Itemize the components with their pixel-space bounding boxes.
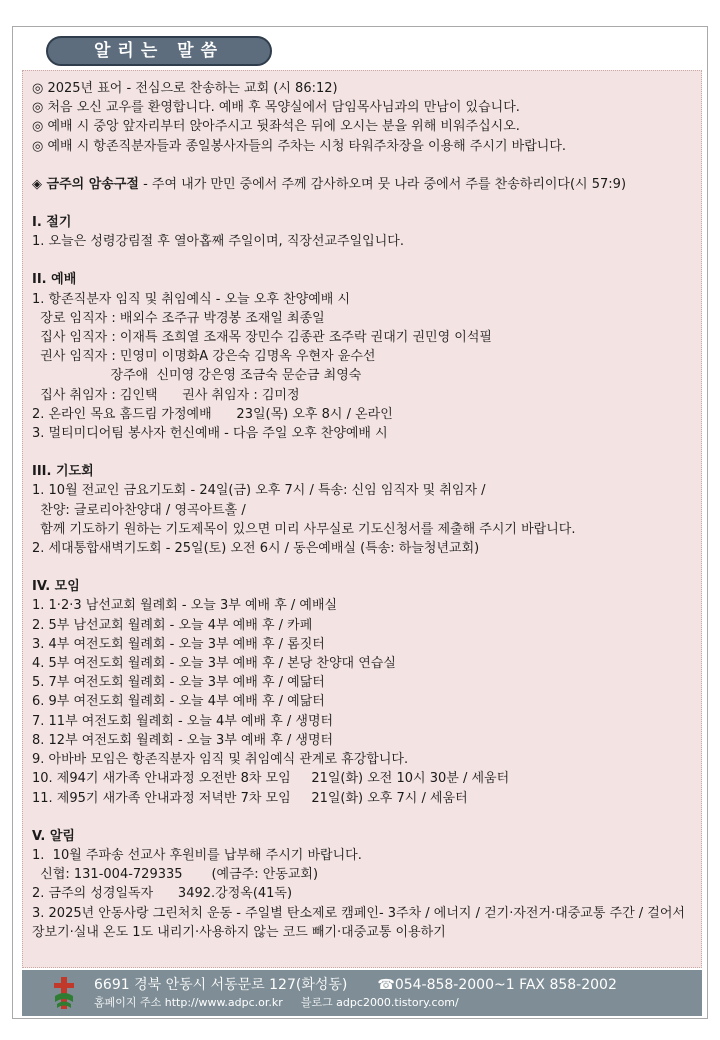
list-item: 장로 임직자 : 배외수 조주규 박경봉 조재일 최종일 (32, 310, 325, 326)
list-item: 3. 4부 여전도회 월례회 - 오늘 3부 예배 후 / 롬짓터 (32, 636, 325, 652)
list-item: 3. 2025년 안동사랑 그린처치 운동 - 주일별 탄소제로 캠페인- 3주차 / 에너지 / 걷기·자전거·대중교통 주간 / 걸어서 장보기·실내 온도 1도 내리기·사용하지 않는 코드 빼기·대중교통 이용하기 (32, 905, 685, 940)
list-item: 1. 오늘은 성령강림절 후 열아홉째 주일이며, 직장선교주일입니다. (32, 234, 404, 250)
section-heading-worship: II. 예배 (32, 272, 77, 288)
memory-verse (32, 175, 693, 194)
list-item: 신협: 131-004-729335 (예금주: 안동교회) (32, 867, 319, 883)
list-item: 9. 아바바 모임은 항존직분자 임직 및 취임예식 관계로 휴강합니다. (32, 752, 409, 768)
footer (22, 970, 702, 1016)
memory-verse-label: ◈ 금주의 암송구절 (32, 176, 139, 192)
intro-line: ◎ 예배 시 중앙 앞자리부터 앉아주시고 뒷좌석은 뒤에 오시는 분을 위해 비워주십시오. (32, 119, 520, 135)
list-item: 3. 멀티미디어팀 봉사자 헌신예배 - 다음 주일 오후 찬양예배 시 (32, 426, 388, 442)
section-heading-prayer: III. 기도회 (32, 464, 94, 480)
church-logo-icon (52, 976, 76, 1010)
list-item: 5. 7부 여전도회 월례회 - 오늘 3부 예배 후 / 예닮터 (32, 675, 325, 691)
homepage-link[interactable]: 홈페이지 주소 http://www.adpc.or.kr (94, 996, 283, 1009)
footer-address: 6691 경북 안동시 서동문로 127(화성동) (94, 977, 348, 993)
intro-line: ◎ 처음 오신 교우를 환영합니다. 예배 후 목양실에서 담임목사님과의 만남이 있습니다. (32, 100, 520, 116)
list-item: 2. 5부 남선교회 월례회 - 오늘 4부 예배 후 / 카페 (32, 617, 313, 633)
list-item: 2. 세대통합새벽기도회 - 25일(토) 오전 6시 / 동은예배실 (특송: 하늘청년교회) (32, 541, 480, 557)
list-item: 집사 취임자 : 김인택 권사 취임자 : 김미정 (32, 387, 300, 403)
footer-contact (94, 976, 617, 994)
footer-links (94, 996, 459, 1010)
list-item: 1. 1·2·3 남선교회 월례회 - 오늘 3부 예배 후 / 예배실 (32, 598, 338, 614)
list-item: 함께 기도하기 원하는 기도제목이 있으면 미리 사무실로 기도신청서를 제출해 주시기 바랍니다. (32, 521, 576, 537)
list-item: 2. 금주의 성경일독자 3492.강정옥(41독) (32, 886, 293, 902)
list-item: 권사 임직자 : 민영미 이명화A 강은숙 김명옥 우현자 윤수선 (32, 349, 376, 365)
list-item: 4. 5부 여전도회 월례회 - 오늘 3부 예배 후 / 본당 찬양대 연습실 (32, 656, 396, 672)
list-item: 6. 9부 여전도회 월례회 - 오늘 4부 예배 후 / 예닮터 (32, 694, 325, 710)
list-item: 찬양: 글로리아찬양대 / 영곡아트홀 / (32, 502, 246, 518)
section-heading-notices: V. 알림 (32, 828, 75, 844)
list-item: 장주애 신미영 강은영 조금숙 문순금 최영숙 (32, 368, 362, 384)
list-item: 2. 온라인 목요 홈드림 가정예배 23일(목) 오후 8시 / 온라인 (32, 406, 393, 422)
memory-verse-text: - 주여 내가 만민 중에서 주께 감사하오며 뭇 나라 중에서 주를 찬송하리이다(시 57:9) (138, 176, 627, 192)
footer-phone: ☎054-858-2000~1 FAX 858-2002 (377, 977, 617, 993)
list-item: 8. 12부 여전도회 월례회 - 오늘 3부 예배 후 / 생명터 (32, 732, 334, 748)
list-item: 11. 제95기 새가족 안내과정 저녁반 7차 모임 21일(화) 오후 7시 / 세움터 (32, 790, 468, 806)
intro-line: ◎ 예배 시 항존직분자들과 종일봉사자들의 주차는 시청 타워주차장을 이용해 주시기 바랍니다. (32, 138, 567, 154)
list-item: 10. 제94기 새가족 안내과정 오전반 8차 모임 21일(화) 오전 10시 30분 / 세움터 (32, 771, 510, 787)
announcements-panel (22, 70, 702, 968)
section-heading-meetings: IV. 모임 (32, 579, 80, 595)
intro-line: ◎ 2025년 표어 - 전심으로 찬송하는 교회 (시 86:12) (32, 81, 338, 96)
blog-link[interactable]: 블로그 adpc2000.tistory.com/ (300, 996, 459, 1009)
list-item: 1. 항존직분자 임직 및 취임예식 - 오늘 오후 찬양예배 시 (32, 291, 351, 307)
list-item: 집사 임직자 : 이재특 조희열 조재목 장민수 김종관 조주락 권대기 권민영 이석필 (32, 330, 492, 346)
list-item: 7. 11부 여전도회 월례회 - 오늘 4부 예배 후 / 생명터 (32, 713, 334, 729)
list-item: 1. 10월 전교인 금요기도회 - 24일(금) 오후 7시 / 특송: 신임 임직자 및 취임자 / (32, 483, 486, 499)
list-item: 1. 10월 주파송 선교사 후원비를 납부해 주시기 바랍니다. (32, 847, 362, 863)
section-heading-season: I. 절기 (32, 215, 72, 231)
page-title: 알리는 말씀 (46, 36, 272, 66)
